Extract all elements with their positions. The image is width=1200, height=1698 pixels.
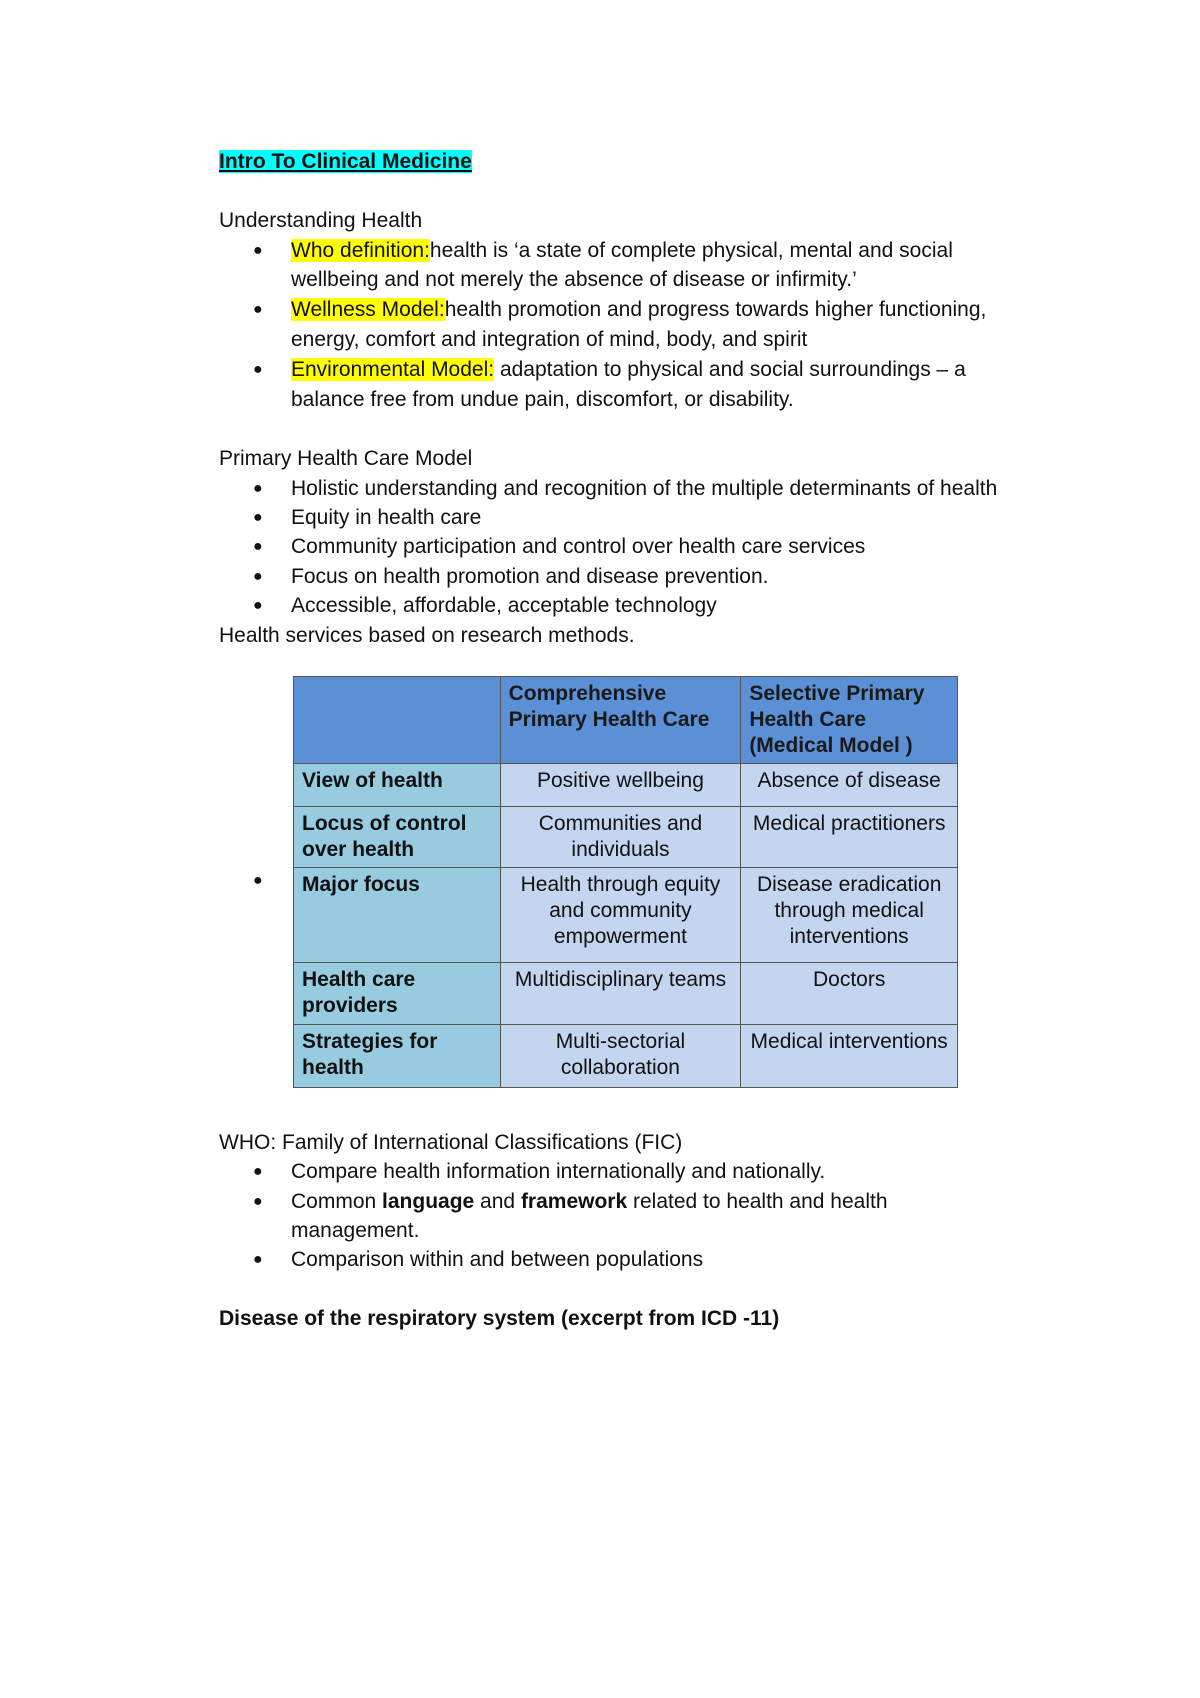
bullet-icon: ● <box>253 1251 263 1268</box>
bullet-icon: ● <box>253 568 263 585</box>
list-item-continuation: management. <box>291 1219 420 1242</box>
list-item-environmental-model: Environmental Model: adaptation to physical and social surroundings – a <box>291 358 966 381</box>
bullet-icon: ● <box>253 597 263 614</box>
list-item: Community participation and control over health care services <box>291 535 866 558</box>
section-heading-understanding-health: Understanding Health <box>219 209 423 232</box>
table-cell: Absence of disease <box>741 764 958 807</box>
list-item-who-definition: Who definition:health is ‘a state of complete physical, mental and social <box>291 239 953 262</box>
list-item: Comparison within and between populations <box>291 1248 704 1271</box>
highlight-label: Wellness Model: <box>291 298 445 321</box>
table-cell: Disease eradication through medical interventions <box>741 868 958 963</box>
highlight-label: Who definition: <box>291 239 430 262</box>
list-item: Equity in health care <box>291 506 482 529</box>
list-item-wellness-model: Wellness Model:health promotion and progress towards higher functioning, <box>291 298 987 321</box>
table-row <box>294 764 958 807</box>
bullet-icon: ● <box>253 1163 263 1180</box>
list-item-continuation: wellbeing and not merely the absence of disease or infirmity.’ <box>291 268 857 291</box>
list-item: Focus on health promotion and disease prevention. <box>291 565 769 588</box>
table-row-header: Strategies for health <box>294 1025 501 1088</box>
table-header-row <box>294 677 958 764</box>
list-item: Holistic understanding and recognition of the multiple determinants of health <box>291 477 998 500</box>
bullet-icon: ● <box>253 480 263 497</box>
bullet-icon: ● <box>253 1193 263 1210</box>
bold-term-language: language <box>382 1190 475 1213</box>
list-item-continuation: balance free from undue pain, discomfort, or disability. <box>291 388 794 411</box>
table-cell: Multidisciplinary teams <box>500 963 741 1025</box>
list-item: Accessible, affordable, acceptable technology <box>291 594 717 617</box>
table-row-header: Locus of control over health <box>294 807 501 868</box>
table-cell: Communities and individuals <box>500 807 741 868</box>
table-header-cell: Comprehensive Primary Health Care <box>500 677 741 764</box>
list-item: Compare health information internationally and nationally. <box>291 1160 826 1183</box>
table-row <box>294 1025 958 1088</box>
title-highlight: Intro To Clinical Medicine <box>219 150 472 173</box>
list-item-common-language: Common language and framework related to health and health <box>291 1190 888 1213</box>
section-heading-respiratory: Disease of the respiratory system (excerpt from ICD -11) <box>219 1307 780 1330</box>
bullet-icon: ● <box>253 872 263 889</box>
comparison-table-wrapper <box>293 676 958 1087</box>
table-cell: Positive wellbeing <box>500 764 741 807</box>
table-row <box>294 807 958 868</box>
comparison-table <box>293 676 958 1088</box>
highlight-label: Environmental Model: <box>291 358 495 381</box>
table-cell: Doctors <box>741 963 958 1025</box>
page-title <box>219 147 472 176</box>
table-cell: Medical practitioners <box>741 807 958 868</box>
table-row <box>294 868 958 963</box>
bullet-icon: ● <box>253 242 263 259</box>
table-cell: Medical interventions <box>741 1025 958 1088</box>
table-row-header: View of health <box>294 764 501 807</box>
table-row-header: Health care providers <box>294 963 501 1025</box>
section-heading-who-fic: WHO: Family of International Classifications (FIC) <box>219 1131 683 1154</box>
table-row-header: Major focus <box>294 868 501 963</box>
table-header-cell <box>294 677 501 764</box>
table-row <box>294 963 958 1025</box>
bullet-icon: ● <box>253 538 263 555</box>
paragraph-research-methods: Health services based on research methods. <box>219 624 635 647</box>
table-cell: Multi-sectorial collaboration <box>500 1025 741 1088</box>
bullet-icon: ● <box>253 361 263 378</box>
section-heading-primary-health-care: Primary Health Care Model <box>219 447 473 470</box>
bold-term-framework: framework <box>520 1190 628 1213</box>
bullet-icon: ● <box>253 509 263 526</box>
table-header-cell: Selective Primary Health Care (Medical Model ) <box>741 677 958 764</box>
table-cell: Health through equity and community empowerment <box>500 868 741 963</box>
bullet-icon: ● <box>253 301 263 318</box>
list-item-continuation: energy, comfort and integration of mind, body, and spirit <box>291 328 808 351</box>
